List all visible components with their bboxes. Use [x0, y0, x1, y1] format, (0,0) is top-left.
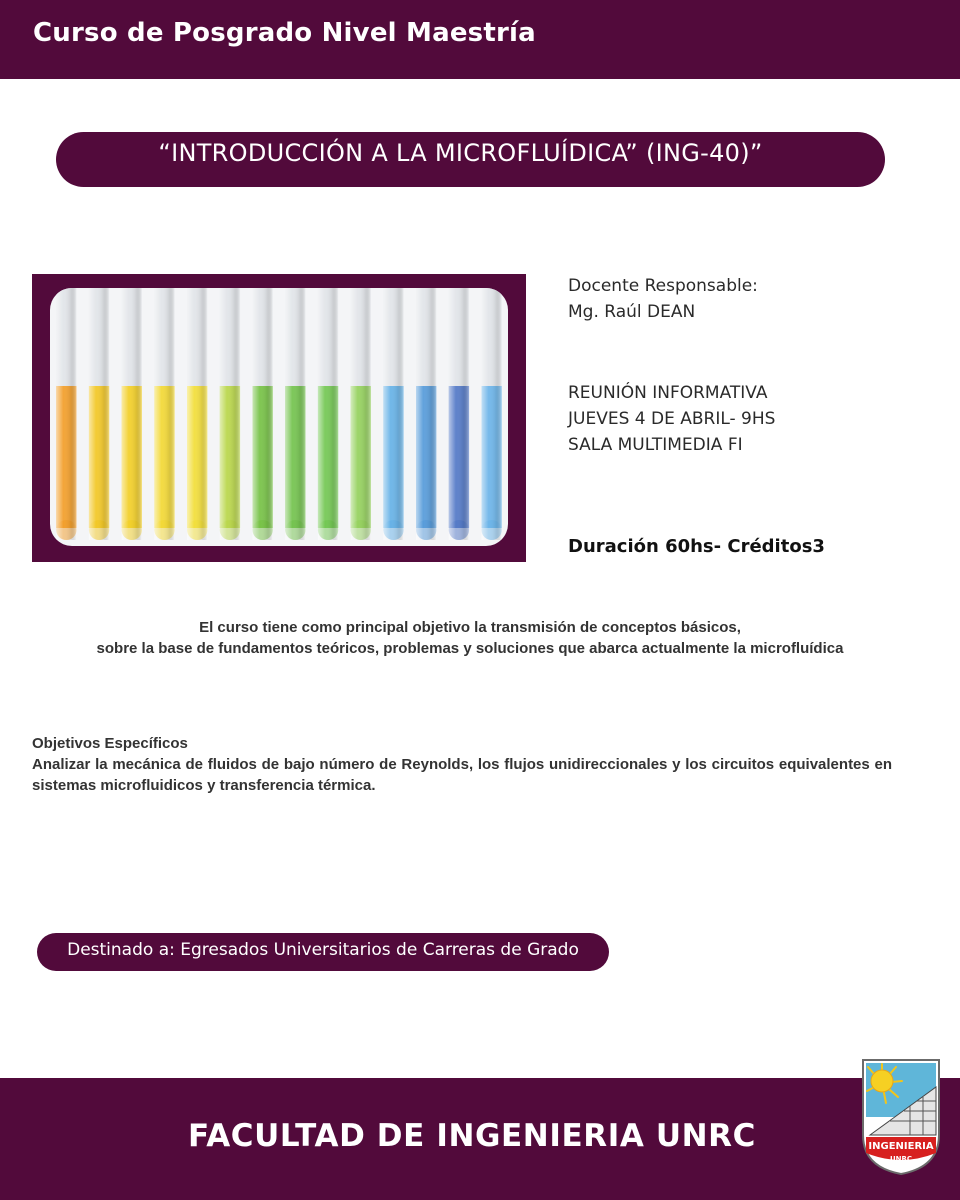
- meeting-date: JUEVES 4 DE ABRIL- 9HS: [568, 409, 776, 429]
- description-line-2: sobre la base de fundamentos teóricos, problemas y soluciones que abarca actualmente la microfluídica: [96, 640, 844, 657]
- test-tube: [253, 288, 273, 540]
- test-tube: [220, 288, 240, 540]
- test-tube: [318, 288, 338, 540]
- logo-subtext: UNRC: [889, 1155, 913, 1163]
- meeting-place: SALA MULTIMEDIA FI: [568, 435, 743, 455]
- teacher-label: Docente Responsable:: [568, 276, 758, 296]
- test-tube: [154, 288, 174, 540]
- teacher-name: Mg. Raúl DEAN: [568, 302, 696, 322]
- logo-text: INGENIERIA: [868, 1141, 934, 1152]
- course-description: [0, 617, 940, 659]
- ingenieria-unrc-logo: [860, 1057, 942, 1177]
- test-tube: [187, 288, 207, 540]
- test-tube: [482, 288, 502, 540]
- header-title: Curso de Posgrado Nivel Maestría: [33, 18, 536, 48]
- course-title-banner: “INTRODUCCIÓN A LA MICROFLUÍDICA” (ING-40)”: [56, 132, 885, 187]
- meeting-title: REUNIÓN INFORMATIVA: [568, 383, 768, 403]
- footer-title: FACULTAD DE INGENIERIA UNRC: [188, 1118, 756, 1154]
- objectives-heading: Objetivos Específicos: [32, 735, 188, 752]
- objectives-section: [32, 733, 892, 796]
- duration-credits: Duración 60hs- Créditos3: [568, 536, 825, 557]
- test-tubes-photo: [32, 274, 526, 562]
- test-tube: [416, 288, 436, 540]
- test-tube: [383, 288, 403, 540]
- objectives-text: Analizar la mecánica de fluidos de bajo número de Reynolds, los flujos unidireccionales y los circuitos equivalentes en sistemas microfluidicos y transferencia térmica.: [32, 756, 892, 794]
- test-tube: [122, 288, 142, 540]
- test-tube: [285, 288, 305, 540]
- meeting-block: [568, 380, 775, 458]
- test-tube: [351, 288, 371, 540]
- audience-banner: Destinado a: Egresados Universitarios de Carreras de Grado: [37, 933, 609, 971]
- test-tubes-illustration: [50, 288, 508, 546]
- test-tube: [449, 288, 469, 540]
- test-tube: [89, 288, 109, 540]
- test-tube: [56, 288, 76, 540]
- description-line-1: El curso tiene como principal objetivo la transmisión de conceptos básicos,: [199, 619, 741, 636]
- teacher-block: [568, 273, 758, 325]
